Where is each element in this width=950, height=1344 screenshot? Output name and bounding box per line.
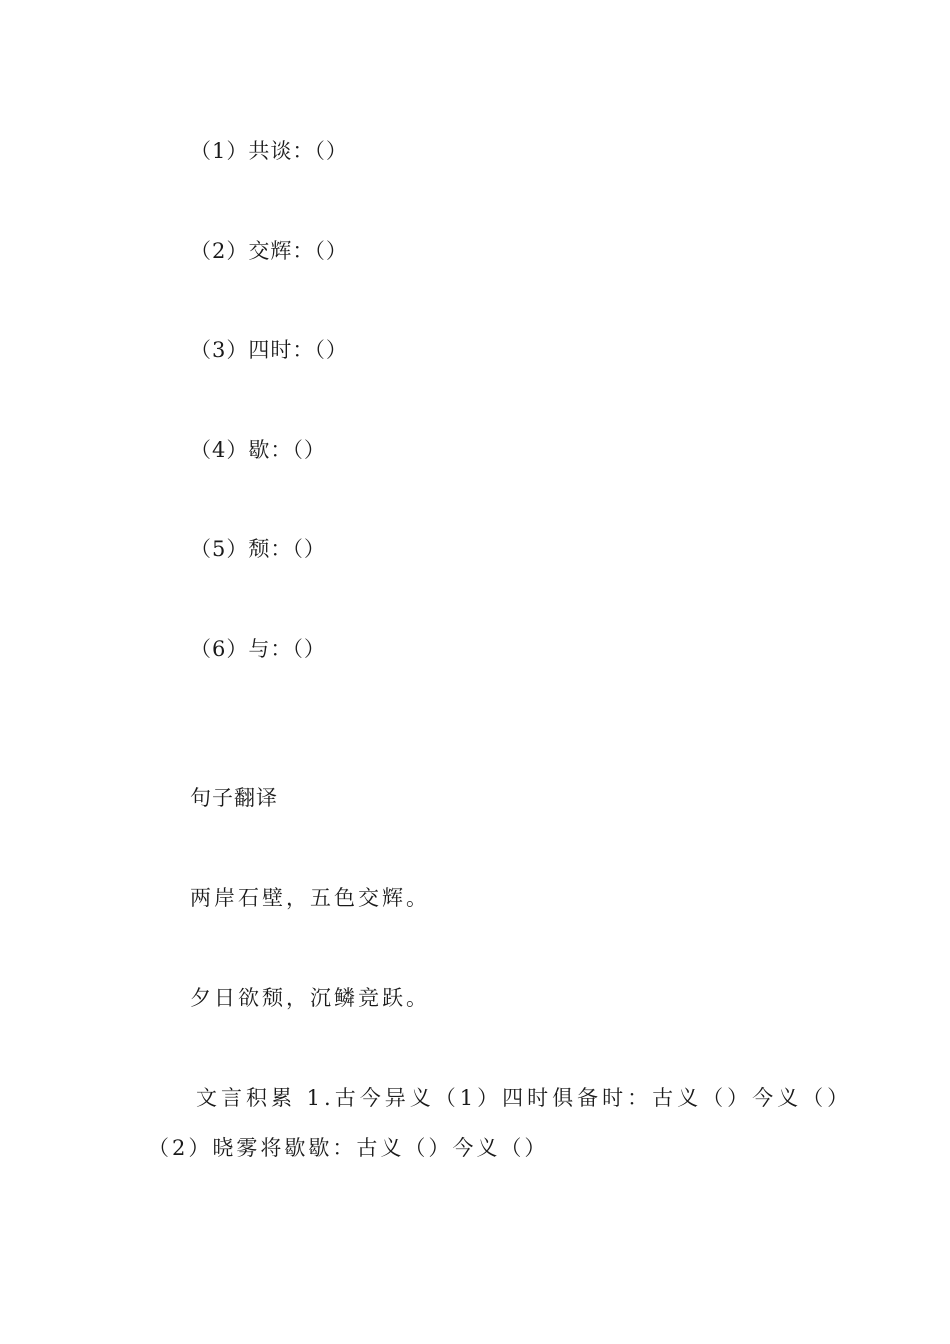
vocab-item-6: （6）与：（） [190,637,326,661]
vocab-item-5: （5）颓：（） [190,537,326,561]
accumulation-line-2: （2）晓雾将歇歇：古义（）今义（） [148,1136,549,1160]
translation-sentence-2: 夕日欲颓，沉鳞竞跃。 [190,986,430,1010]
vocab-item-4: （4）歇：（） [190,438,326,462]
section-heading: 句子翻译 [190,786,278,810]
vocab-item-1: （1）共谈：（） [190,139,348,163]
vocab-item-3: （3）四时：（） [190,338,348,362]
translation-sentence-1: 两岸石壁，五色交辉。 [190,886,430,910]
accumulation-line-1: 文言积累 1.古今异义（1）四时俱备时：古义（）今义（） [196,1086,853,1110]
vocab-item-2: （2）交辉：（） [190,239,348,263]
